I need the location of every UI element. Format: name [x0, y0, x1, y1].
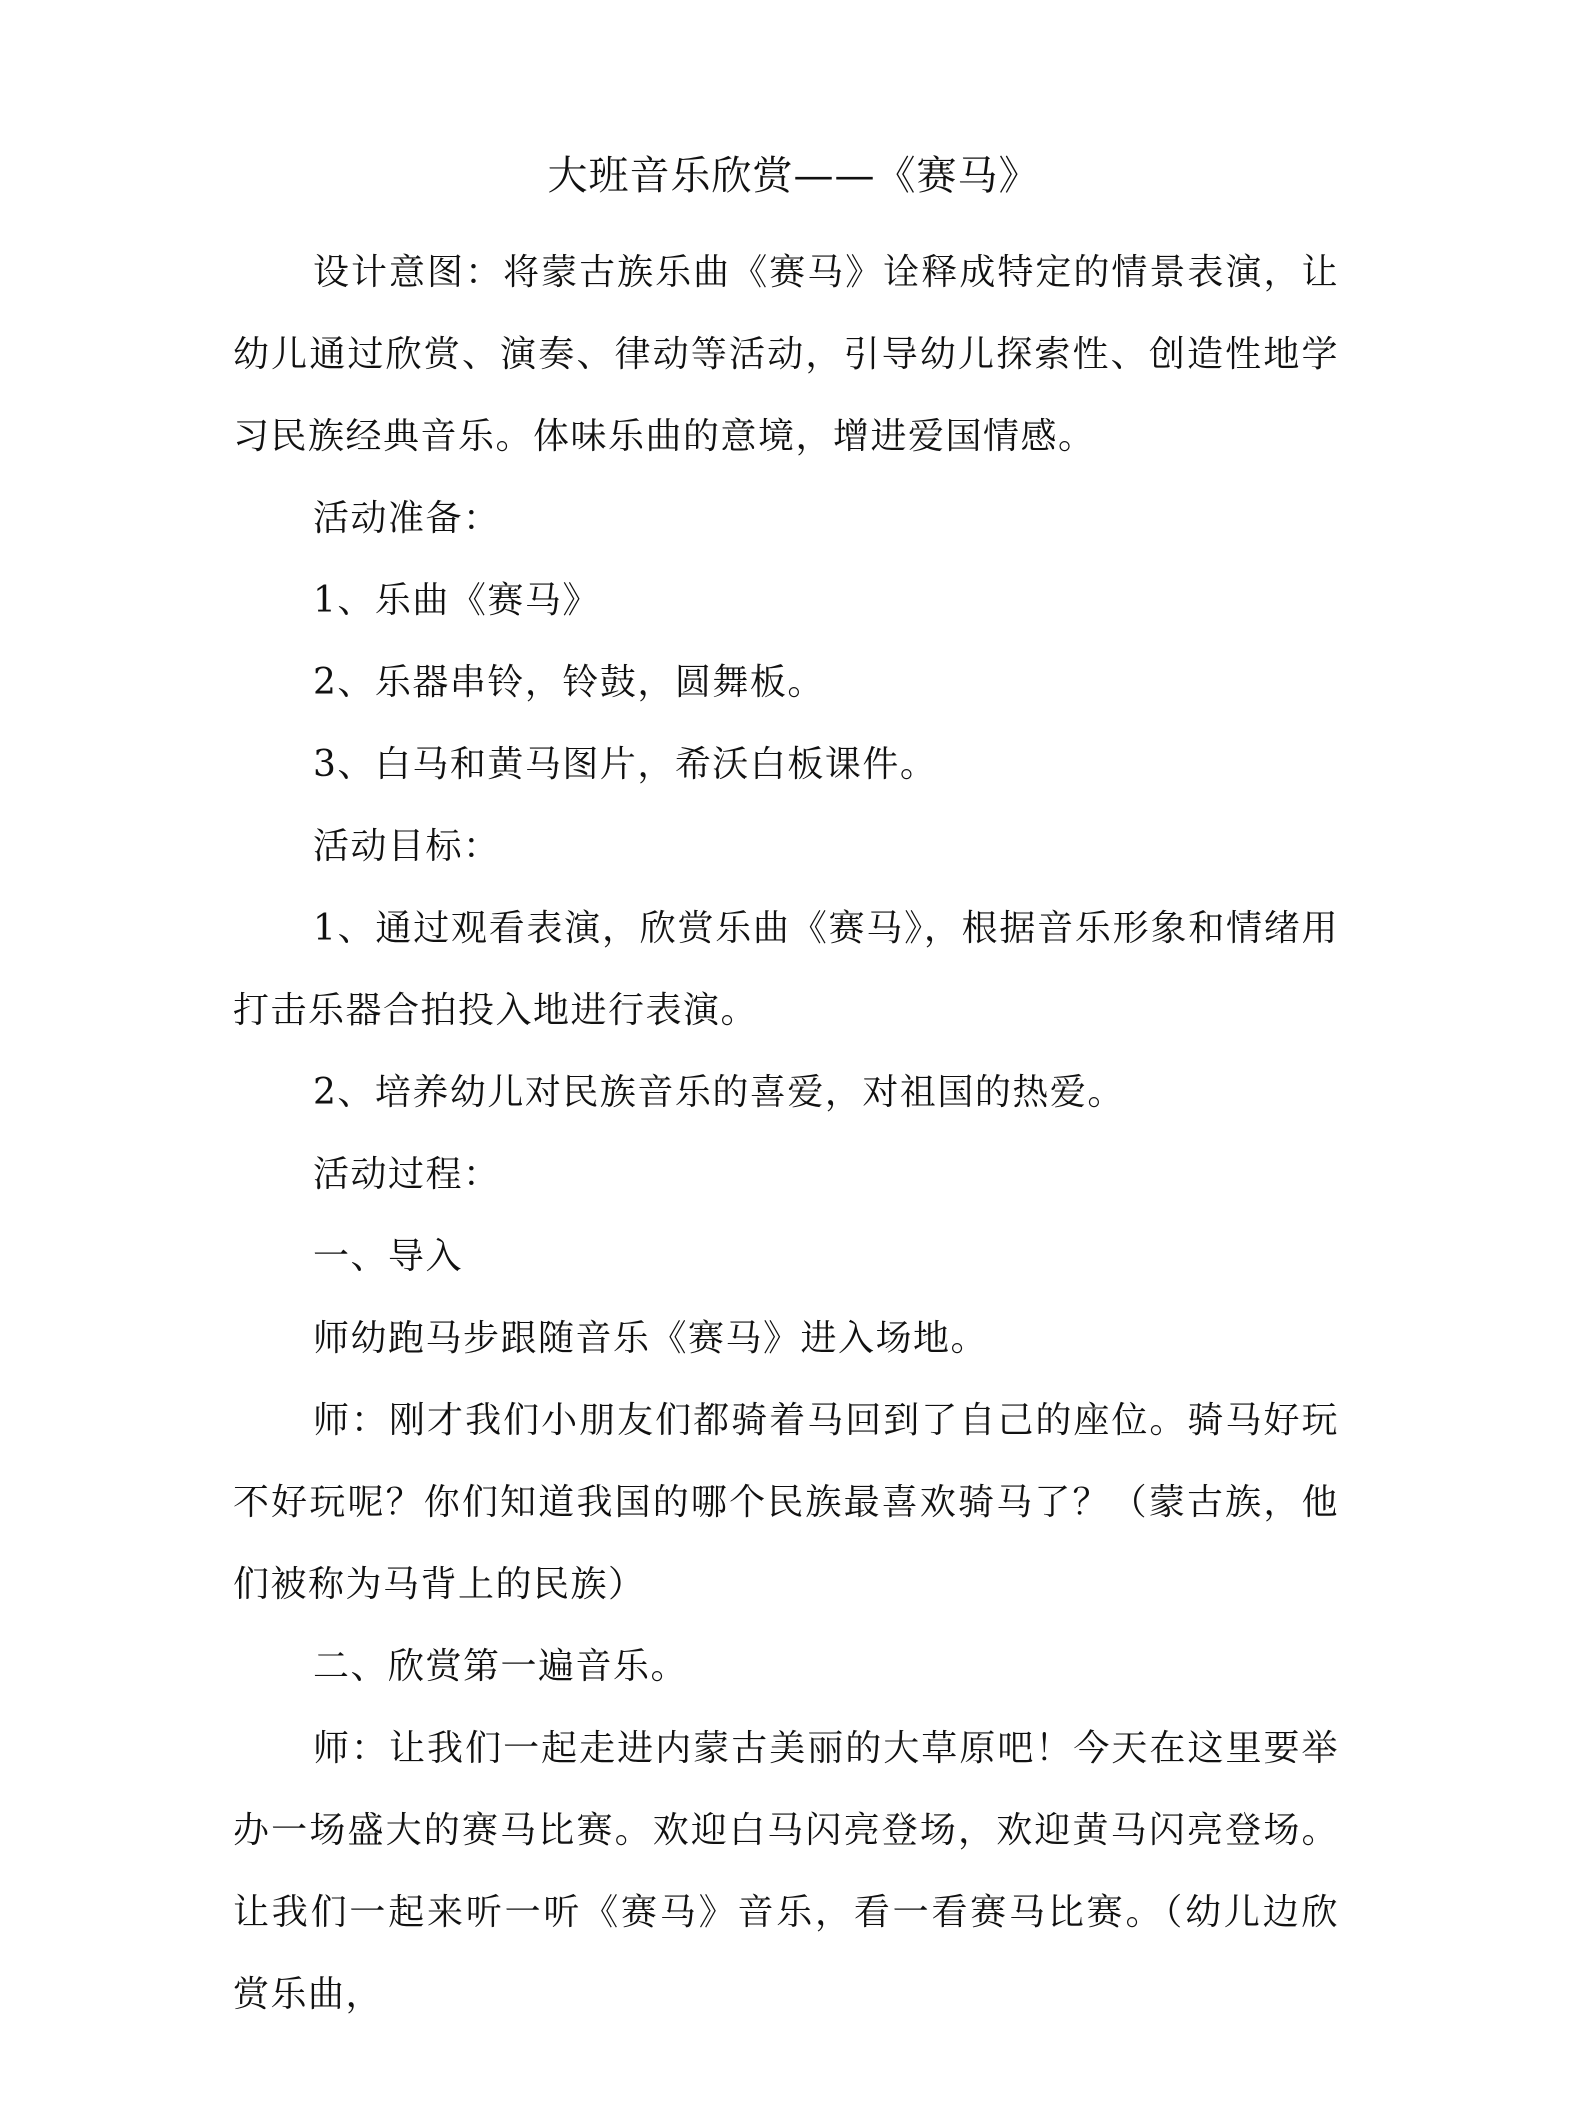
- document-title: 大班音乐欣赏——《赛马》: [547, 153, 1040, 199]
- paragraph-design-intent: 设计意图：将蒙古族乐曲《赛马》诠释成特定的情景表演，让幼儿通过欣赏、演奏、律动等活动，引导幼儿探索性、创造性地学习民族经典音乐。体味乐曲的意境，增进爱国情感。: [233, 252, 1339, 457]
- list-item-preparation-1: 1、乐曲《赛马》: [313, 580, 600, 621]
- list-item-preparation-3: 3、白马和黄马图片，希沃白板课件。: [313, 744, 938, 785]
- heading-activity-preparation: 活动准备：: [313, 498, 501, 539]
- section-heading-introduction: 一、导入: [313, 1236, 464, 1277]
- paragraph-first-listening-1: 师：让我们一起走进内蒙古美丽的大草原吧！今天在这里要举办一场盛大的赛马比赛。欢迎白马闪亮登场，欢迎黄马闪亮登场。让我们一起来听一听《赛马》音乐，看一看赛马比赛。（幼儿边欣赏乐曲，: [233, 1728, 1339, 2015]
- heading-activity-goals: 活动目标：: [313, 826, 501, 867]
- section-heading-first-listening: 二、欣赏第一遍音乐。: [313, 1646, 689, 1687]
- list-item-preparation-2: 2、乐器串铃，铃鼓，圆舞板。: [313, 662, 825, 703]
- paragraph-introduction-2: 师：刚才我们小朋友们都骑着马回到了自己的座位。骑马好玩不好玩呢？你们知道我国的哪个民族最喜欢骑马了？（蒙古族，他们被称为马背上的民族）: [233, 1400, 1339, 1605]
- list-item-goal-2: 2、培养幼儿对民族音乐的喜爱，对祖国的热爱。: [313, 1072, 1125, 1113]
- heading-activity-process: 活动过程：: [313, 1154, 501, 1195]
- paragraph-introduction-1: 师幼跑马步跟随音乐《赛马》进入场地。: [313, 1318, 989, 1359]
- list-item-goal-1: 1、通过观看表演，欣赏乐曲《赛马》，根据音乐形象和情绪用打击乐器合拍投入地进行表演。: [233, 908, 1339, 1031]
- document-body: [233, 232, 1339, 2036]
